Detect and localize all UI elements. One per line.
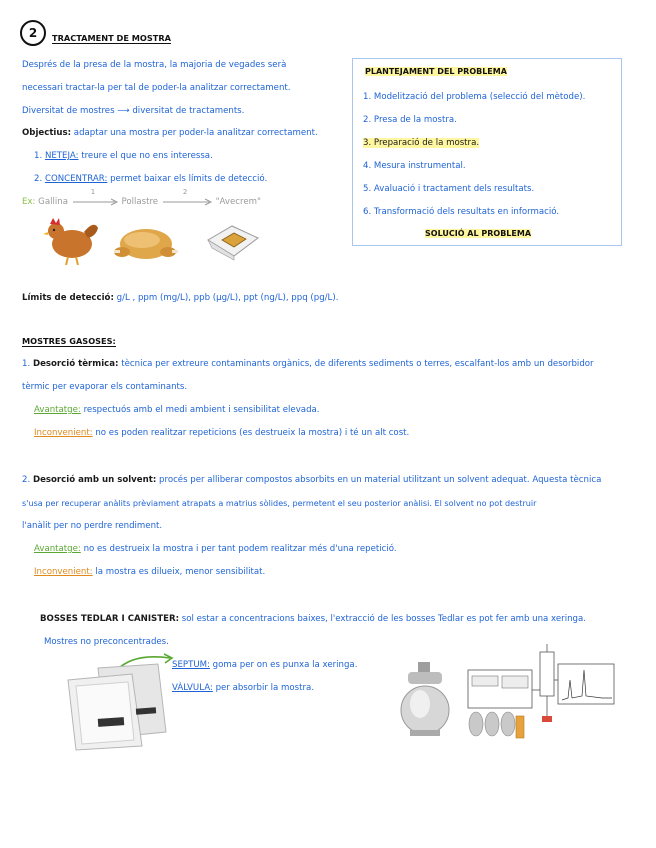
panel-item-6: 6. Transformació dels resultats en informació. xyxy=(363,207,560,217)
objective-2-text: permet baixar els límits de detecció. xyxy=(110,174,268,184)
section-number-badge xyxy=(20,20,46,46)
thermal-line-2: tèrmic per evaporar els contaminants. xyxy=(22,382,188,392)
intro-line-3: Diversitat de mostres ⟶ diversitat de tractaments. xyxy=(22,106,245,116)
septum-line xyxy=(172,660,357,671)
objective-text: adaptar una mostra per poder-la analitzar correctament. xyxy=(73,128,318,138)
gases-title: MOSTRES GASOSES: xyxy=(22,336,116,346)
example-step-3: "Avecrem" xyxy=(215,197,261,207)
solvent-disadvantage xyxy=(34,567,265,578)
solvent-adv-text: no es destrueix la mostra i per tant podem realitzar més d'una repetició. xyxy=(83,544,397,554)
panel-title: PLANTEJAMENT DEL PROBLEMA xyxy=(365,67,507,76)
example-arrow-2 xyxy=(161,188,213,208)
solvent-line-3: l'anàlit per no perdre rendiment. xyxy=(22,521,163,531)
thermal-disadvantage xyxy=(34,428,409,439)
solvent-text-1: procés per alliberar compostos absorbits en un material utilitzant un solvent adequat. Aquesta tècnica xyxy=(159,475,602,485)
valve-line xyxy=(172,683,314,694)
instrument-diagram xyxy=(462,640,622,744)
panel-footer-wrap xyxy=(425,229,531,238)
valve-label: VÀLVULA: xyxy=(172,683,213,693)
panel-footer: SOLUCIÓ AL PROBLEMA xyxy=(425,229,532,238)
bags-line-1 xyxy=(40,614,586,625)
example-chain xyxy=(22,188,261,208)
bags-label: BOSSES TEDLAR I CANISTER: xyxy=(40,614,180,624)
example-arrow-1 xyxy=(71,188,119,208)
bags-line-2: Mostres no preconcentrades. xyxy=(44,637,169,647)
example-step-1: Gallina xyxy=(38,197,68,207)
objective-1-num: 1. xyxy=(34,151,43,161)
solvent-line-1 xyxy=(22,475,601,486)
objective-2-num: 2. xyxy=(34,174,43,184)
bags-text: sol estar a concentracions baixes, l'extracció de les bosses Tedlar es pot fer amb una xeringa. xyxy=(181,614,586,624)
section-title: TRACTAMENT DE MOSTRA xyxy=(52,33,172,43)
intro-line-1: Després de la presa de la mostra, la majoria de vegades serà xyxy=(22,60,287,70)
thermal-adv-label: Avantatge: xyxy=(34,405,81,415)
thermal-dis-label: Inconvenient: xyxy=(34,428,93,438)
example-label: Ex: xyxy=(22,197,36,207)
stock-cube-image xyxy=(202,218,262,262)
example-arrow-1-num: 1 xyxy=(90,188,96,196)
solvent-dis-label: Inconvenient: xyxy=(34,567,93,577)
solvent-dis-text: la mostra es dilueix, menor sensibilitat. xyxy=(95,567,266,577)
section-number: 2 xyxy=(28,26,38,40)
valve-text: per absorbir la mostra. xyxy=(215,683,315,693)
example-step-2: Pollastre xyxy=(121,197,159,207)
limits-text: g/L , ppm (mg/L), ppb (µg/L), ppt (ng/L), ppq (pg/L). xyxy=(116,293,339,303)
objective-2-term: CONCENTRAR: xyxy=(44,174,108,184)
arrow-right-icon xyxy=(71,198,119,206)
septum-label: SEPTUM: xyxy=(172,660,210,670)
problem-panel xyxy=(352,58,622,246)
solvent-advantage xyxy=(34,544,397,555)
example-arrow-2-num: 2 xyxy=(182,188,188,196)
arrow-right-icon xyxy=(161,198,213,206)
intro-line-2: necessari tractar-la per tal de poder-la analitzar correctament. xyxy=(22,83,291,93)
objective-line xyxy=(22,128,318,139)
solvent-label: Desorció amb un solvent: xyxy=(32,475,157,485)
canister-image xyxy=(398,660,452,738)
thermal-num: 1. xyxy=(22,359,31,369)
thermal-adv-text: respectuós amb el medi ambient i sensibilitat elevada. xyxy=(83,405,320,415)
objective-1-text: treure el que no ens interessa. xyxy=(81,151,213,161)
hen-image xyxy=(40,214,100,266)
thermal-dis-text: no es poden realitzar repeticions (es destrueix la mostra) i té un alt cost. xyxy=(95,428,410,438)
thermal-advantage xyxy=(34,405,320,416)
limits-label: Límits de detecció: xyxy=(22,293,114,303)
solvent-adv-label: Avantatge: xyxy=(34,544,81,554)
panel-item-3-wrap xyxy=(363,138,479,149)
objective-1-term: NETEJA: xyxy=(44,151,79,161)
solvent-line-2: s'usa per recuperar anàlits prèviament atrapats a matrius sòlides, permetent el seu posterior anàlisi. El solvent no pot destruir xyxy=(22,498,537,508)
panel-item-3: 3. Preparació de la mostra. xyxy=(363,138,480,148)
panel-item-4: 4. Mesura instrumental. xyxy=(363,161,466,171)
roast-chicken-image xyxy=(112,218,178,264)
panel-title-wrap xyxy=(363,67,509,76)
panel-item-5: 5. Avaluació i tractament dels resultats. xyxy=(363,184,535,194)
solvent-num: 2. xyxy=(22,475,31,485)
objective-2 xyxy=(34,174,267,185)
panel-item-2: 2. Presa de la mostra. xyxy=(363,115,457,125)
thermal-label: Desorció tèrmica: xyxy=(32,359,119,369)
thermal-text-1: tècnica per extreure contaminants orgànics, de diferents sediments o terres, escalfant-los amb un desorbidor xyxy=(121,359,594,369)
tedlar-bags-image xyxy=(62,662,170,752)
septum-text: goma per on es punxa la xeringa. xyxy=(212,660,358,670)
limits-line xyxy=(22,293,338,304)
thermal-line-1 xyxy=(22,359,594,370)
objective-label: Objectius: xyxy=(22,128,72,138)
objective-1 xyxy=(34,151,213,162)
panel-item-1: 1. Modelització del problema (selecció del mètode). xyxy=(363,92,586,102)
